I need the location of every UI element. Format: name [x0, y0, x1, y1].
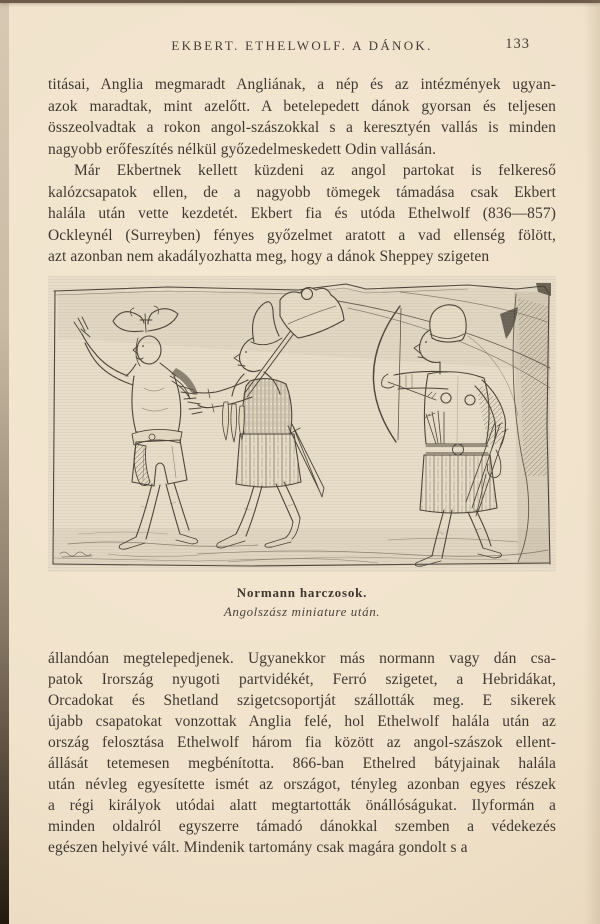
text-line: összeolvadtak a rokon angol-szászokkal s a keresztyén vallás is minden	[48, 119, 556, 136]
figure-caption-subtitle: Angolszász miniature után.	[223, 604, 381, 619]
text-line: azt azonban nem akadályozhatta meg, hogy a dánok Sheppey szigeten	[48, 248, 490, 265]
text-line: Már Ekbertnek kellett küzdeni az angol partokat is felkereső	[74, 162, 556, 179]
norman-warriors-engraving	[48, 276, 556, 572]
page-number: 133	[505, 36, 530, 52]
text-line: a régi királyok utódai alatt megtartották önállóságukat. Ilyformán a	[48, 797, 556, 814]
page-right-shade	[584, 0, 600, 924]
figure-caption-title: Normann harczosok.	[236, 585, 368, 600]
text-line: Orcadokat és Shetland szigetcsoportját szállották meg. E sikerek	[48, 692, 556, 709]
text-line: nagyobb erőfeszítés nélkül győzedelmeskedett Odin vallásán.	[48, 140, 437, 158]
paragraph-3	[48, 648, 556, 858]
running-header	[48, 38, 556, 58]
text-line: halála után vette kezdetét. Ekbert fia és utóda Ethelwolf (836—857)	[48, 205, 556, 222]
text-line: azok maradtak, mint azelőtt. A betelepedett dánok gyorsan és teljesen	[48, 97, 556, 115]
page-content	[48, 0, 556, 924]
text-line: állandóan megtelepedjenek. Ugyanekkor más normann vagy dán csa-	[48, 650, 556, 667]
text-line: egészen helyivé vált. Mindenik tartomány csak magára gondolt s a	[48, 839, 468, 856]
scanline-texture	[48, 276, 556, 572]
text-line: minden oldalról egyszerre támadó dánokkal szemben a védekezés	[48, 818, 556, 835]
figure-caption	[48, 585, 556, 620]
text-line: kalózcsapatok ellen, de a nagyobb tömegek támadása csak Ekbert	[48, 183, 556, 201]
text-line: titásai, Anglia megmaradt Angliának, a nép és az intézmények ugyan-	[48, 76, 556, 93]
paragraph-1	[48, 74, 556, 160]
text-line: állását tetemesen megbénította. 866-ban Ethelred bátyjainak halála	[48, 755, 556, 772]
text-line: patok Irország nyugoti partvidékét, Ferró szigetet, a Hebridákat,	[48, 671, 556, 688]
text-line: után névleg egyesítette ismét az országot, tényleg azonban egyes részek	[48, 776, 556, 793]
chapter-header-title: EKBERT. ETHELWOLF. A DÁNOK.	[171, 38, 433, 53]
text-line: Ockleynél (Surreyben) fényes győzelmet aratott a vad ellenség fölött,	[48, 226, 556, 244]
text-line: újabb csapatokat vonzottak Anglia felé, hol Ethelwolf halála után az	[48, 713, 556, 730]
figure-norman-warriors	[48, 276, 556, 572]
text-line: ország felosztása Ethelwolf három fia között az angol-szászok ellent-	[48, 734, 556, 751]
paragraph-2	[48, 160, 556, 268]
page-left-edge	[0, 0, 9, 924]
